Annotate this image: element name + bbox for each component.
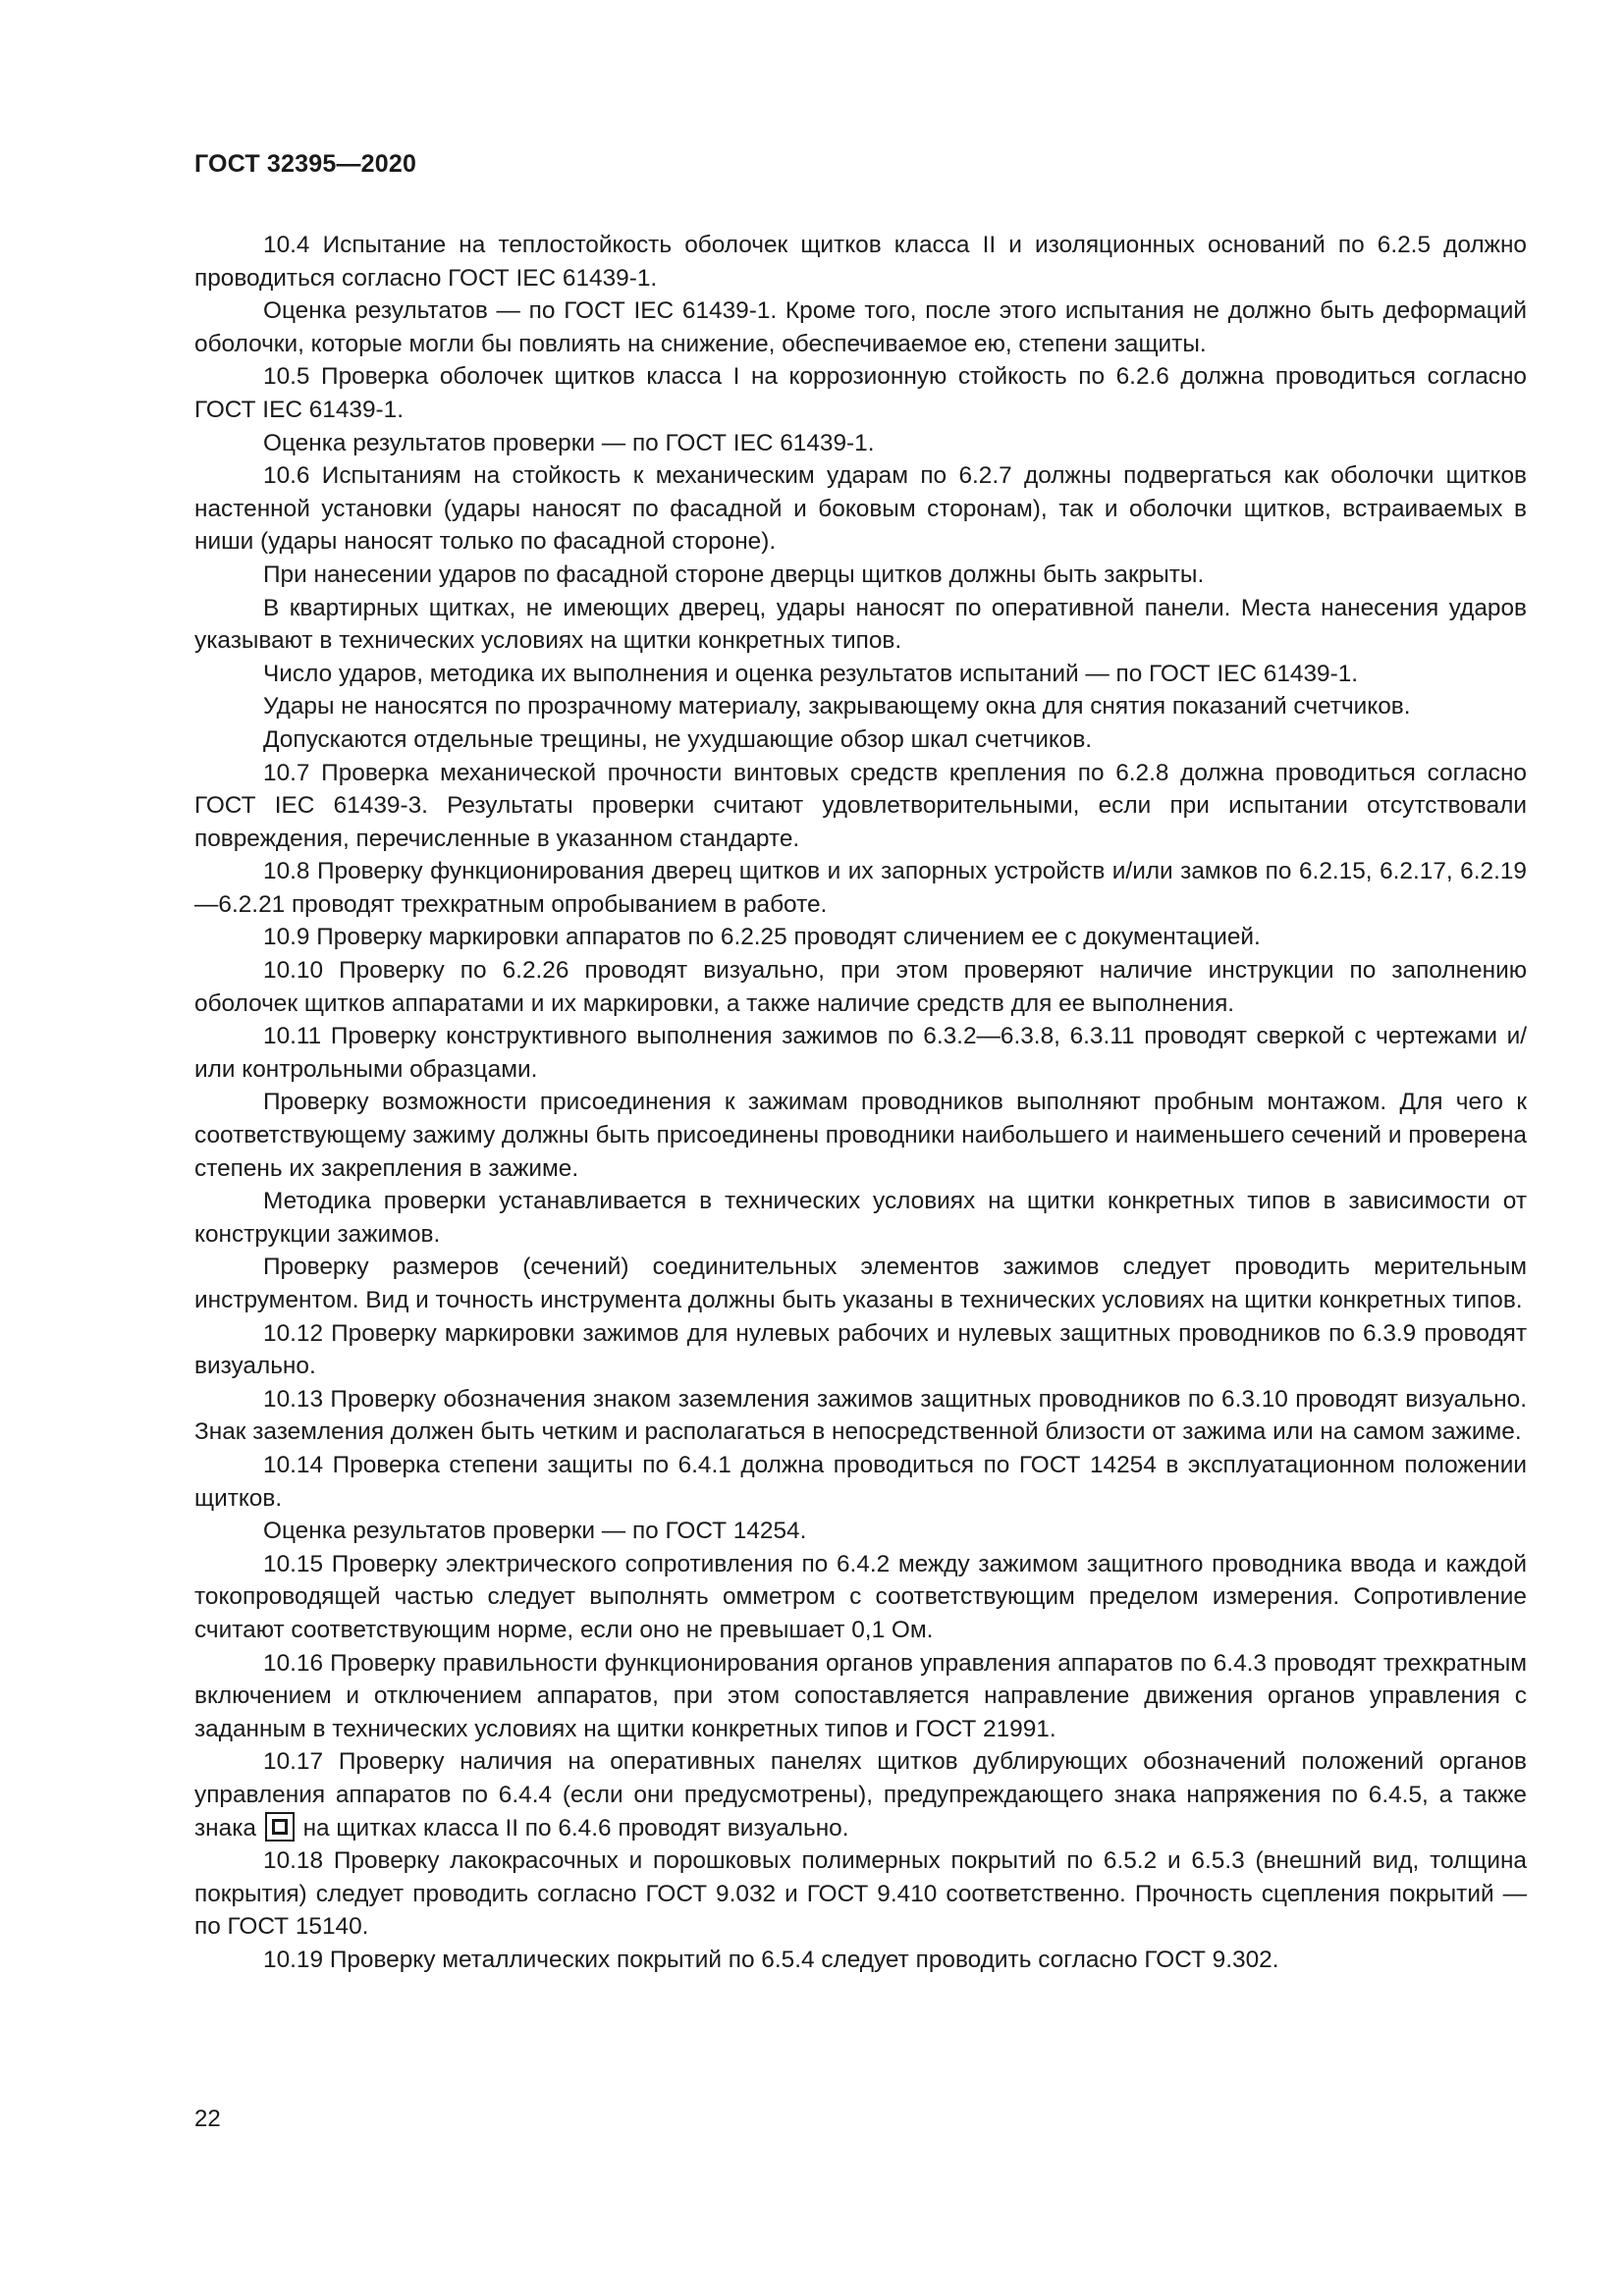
paragraph: Проверку размеров (сечений) соединительных элементов зажимов следует проводить мерительным инструментом. Вид и точность инструмента должны быть указаны в технических условиях на щитки конкретных типов. [194, 1254, 1527, 1313]
paragraph: 10.4 Испытание на теплостойкость оболочек щитков класса II и изоляционных оснований по 6.2.5 должно проводиться согласно ГОСТ IEC 61439-1. [194, 232, 1527, 292]
paragraph: Число ударов, методика их выполнения и оценка результатов испытаний — по ГОСТ IEC 61439-1. [263, 660, 1359, 687]
paragraph-text-before-symbol: 10.17 Проверку наличия на оперативных панелях щитков дублирующих обозначений положений органов управления аппаратов по 6.4.4 (если они предусмотрены), предупреждающего знака напряжения по 6.4.5, а также знака [194, 1748, 1527, 1842]
paragraph: Удары не наносятся по прозрачному материалу, закрывающему окна для снятия показаний счетчиков. [263, 693, 1411, 721]
paragraph: 10.18 Проверку лакокрасочных и порошковых полимерных покрытий по 6.5.2 и 6.5.3 (внешний вид, толщина покрытия) следует проводить согласно ГОСТ 9.032 и ГОСТ 9.410 соответственно. Прочность сцепления покрытий — по ГОСТ 15140. [194, 1847, 1527, 1941]
paragraph: 10.8 Проверку функционирования дверец щитков и их запорных устройств и/или замков по 6.2.15, 6.2.17, 6.2.19—6.2.21 проводят трехкратным опробыванием в работе. [194, 858, 1527, 918]
paragraph: 10.11 Проверку конструктивного выполнения зажимов по 6.3.2—6.3.8, 6.3.11 проводят сверкой с чертежами и/или контрольными образцами. [194, 1023, 1527, 1083]
paragraph: В квартирных щитках, не имеющих дверец, удары наносят по оперативной панели. Места нанесения ударов указывают в технических условиях на щитки конкретных типов. [194, 594, 1527, 655]
document-header-id: ГОСТ 32395—2020 [194, 150, 417, 178]
paragraph-text-after-symbol: на щитках класса II по 6.4.6 проводят визуально. [302, 1814, 849, 1842]
paragraph: Методика проверки устанавливается в технических условиях на щитки конкретных типов в зависимости от конструкции зажимов. [194, 1188, 1527, 1248]
paragraph: 10.5 Проверка оболочек щитков класса I на коррозионную стойкость по 6.2.6 должна проводиться согласно ГОСТ IEC 61439-1. [194, 363, 1527, 423]
paragraph-with-symbol [194, 1745, 1527, 1844]
double-square-class-ii-icon [265, 1812, 295, 1842]
paragraph: 10.10 Проверку по 6.2.26 проводят визуально, при этом проверяют наличие инструкции по заполнению оболочек щитков аппаратами и их маркировки, а также наличие средств для ее выполнения. [194, 957, 1527, 1017]
paragraph: 10.7 Проверка механической прочности винтовых средств крепления по 6.2.8 должна проводиться согласно ГОСТ IEC 61439-3. Результаты проверки считают удовлетворительными, если при испытании отсутствовали повреждения, перечисленные в указанном стандарте. [194, 759, 1527, 852]
paragraph: Проверку возможности присоединения к зажимам проводников выполняют пробным монтажом. Для чего к соответствующему зажиму должны быть присоединены проводники наибольшего и наименьшего сечений и проверена степень их закрепления в зажиме. [194, 1089, 1527, 1182]
paragraph: Оценка результатов проверки — по ГОСТ 14254. [263, 1518, 807, 1545]
document-body [194, 229, 1527, 1976]
paragraph: 10.6 Испытаниям на стойкость к механическим ударам по 6.2.7 должны подвергаться как оболочки щитков настенной установки (удары наносят по фасадной и боковым сторонам), так и оболочки щитков, встраиваемых в ниши (удары наносят только по фасадной стороне). [194, 462, 1527, 556]
paragraph: 10.12 Проверку маркировки зажимов для нулевых рабочих и нулевых защитных проводников по 6.3.9 проводят визуально. [194, 1319, 1527, 1380]
paragraph: 10.15 Проверку электрического сопротивления по 6.4.2 между зажимом защитного проводника ввода и каждой токопроводящей частью следует выполнять омметром с соответствующим пределом измерения. Сопротивление считают соответствующим норме, если оно не превышает 0,1 Ом. [194, 1550, 1527, 1643]
paragraph: 10.19 Проверку металлических покрытий по 6.5.4 следует проводить согласно ГОСТ 9.302. [263, 1946, 1279, 1973]
paragraph: При нанесении ударов по фасадной стороне дверцы щитков должны быть закрыты. [263, 561, 1205, 588]
paragraph: 10.9 Проверку маркировки аппаратов по 6.2.25 проводят сличением ее с документацией. [263, 924, 1261, 951]
paragraph: Оценка результатов проверки — по ГОСТ IEC 61439-1. [263, 429, 875, 456]
paragraph: Оценка результатов — по ГОСТ IEC 61439-1. Кроме того, после этого испытания не должно быть деформаций оболочки, которые могли бы повлиять на снижение, обеспечиваемое ею, степени защиты. [194, 297, 1527, 357]
paragraph: Допускаются отдельные трещины, не ухудшающие обзор шкал счетчиков. [263, 725, 1093, 753]
page-number: 22 [194, 2106, 221, 2132]
paragraph: 10.14 Проверка степени защиты по 6.4.1 должна проводиться по ГОСТ 14254 в эксплуатационном положении щитков. [194, 1451, 1527, 1512]
paragraph: 10.16 Проверку правильности функционирования органов управления аппаратов по 6.4.3 проводят трехкратным включением и отключением аппаратов, при этом сопоставляется направление движения органов управления с заданным в технических условиях на щитки конкретных типов и ГОСТ 21991. [194, 1649, 1527, 1742]
paragraph: 10.13 Проверку обозначения знаком заземления зажимов защитных проводников по 6.3.10 проводят визуально. Знак заземления должен быть четким и располагаться в непосредственной близости от зажима или на самом зажиме. [194, 1385, 1527, 1446]
